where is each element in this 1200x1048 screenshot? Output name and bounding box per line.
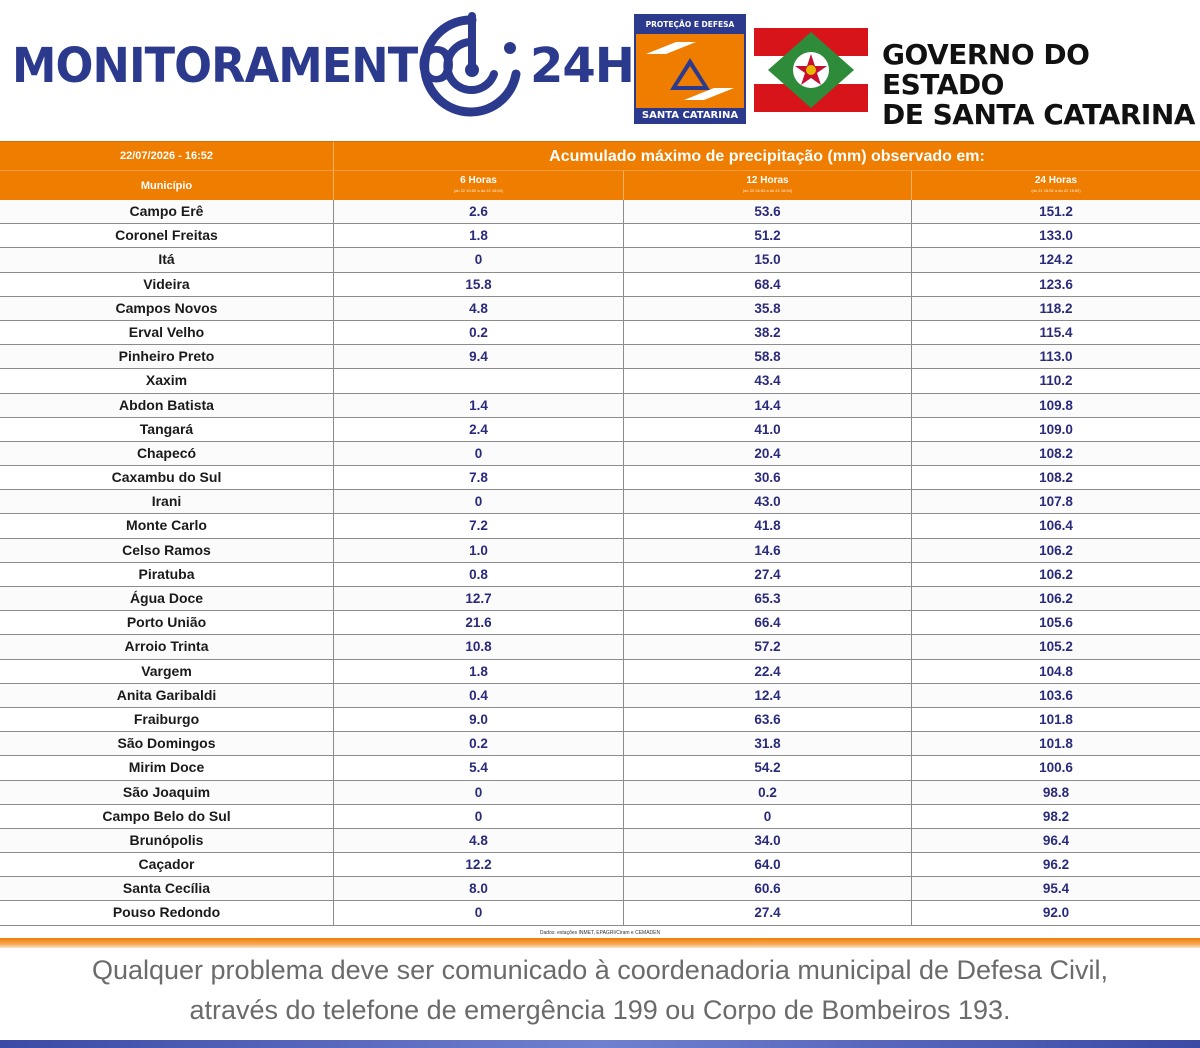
municipio-cell: Arroio Trinta: [0, 635, 334, 658]
table-row: [0, 708, 1200, 732]
value-24h-cell: 92.0: [1042, 905, 1070, 921]
table-body: [0, 200, 1200, 926]
value-24h-cell: 96.2: [1042, 857, 1070, 873]
value-24h-cell: 115.4: [1039, 324, 1073, 340]
municipio-cell: Campo Belo do Sul: [0, 805, 334, 828]
value-6h-cell: 7.2: [334, 514, 624, 537]
municipio-cell: Tangará: [0, 418, 334, 441]
table-row: [0, 514, 1200, 538]
value-12h-cell: 22.4: [624, 660, 912, 683]
brand-24h: 24H: [530, 38, 634, 94]
value-12h-cell: 27.4: [624, 901, 912, 924]
value-6h-cell: 4.8: [334, 829, 624, 852]
value-24h-cell: 101.8: [1039, 711, 1073, 727]
value-12h-cell: 12.4: [624, 684, 912, 707]
header: [0, 0, 1200, 140]
municipio-cell: Xaxim: [0, 369, 334, 392]
defesa-civil-emblem: [636, 34, 744, 108]
value-24h-cell: 96.4: [1042, 832, 1070, 848]
column-6h-label: 6 Horas: [460, 175, 497, 186]
value-12h-cell: 20.4: [624, 442, 912, 465]
value-6h-cell: 5.4: [334, 756, 624, 779]
municipio-cell: Campo Erê: [0, 200, 334, 223]
value-24h-cell: 109.8: [1039, 397, 1073, 413]
value-12h-cell: 38.2: [624, 321, 912, 344]
defesa-civil-top-label: PROTEÇÃO E DEFESA: [645, 20, 735, 29]
value-6h-cell: 0: [334, 781, 624, 804]
precipitation-table: [0, 141, 1200, 926]
municipio-cell: Brunópolis: [0, 829, 334, 852]
table-row: [0, 853, 1200, 877]
table-row: [0, 248, 1200, 272]
municipio-cell: Chapecó: [0, 442, 334, 465]
column-24h-range: (do 21 16:52 a do 22 16:52): [1031, 188, 1081, 193]
data-source-note: Dados: estações INMET, EPAGRI/Ciram e CEMADEN: [539, 930, 661, 936]
value-12h-cell: 63.6: [624, 708, 912, 731]
value-12h-cell: 30.6: [624, 466, 912, 489]
value-24h-cell: 100.6: [1039, 760, 1073, 776]
municipio-cell: Erval Velho: [0, 321, 334, 344]
table-row: [0, 224, 1200, 248]
government-line-2: DE SANTA CATARINA: [882, 98, 1195, 131]
column-header-municipio: Município: [0, 171, 334, 200]
municipio-cell: Coronel Freitas: [0, 224, 334, 247]
value-6h-cell: 9.4: [334, 345, 624, 368]
table-row: [0, 781, 1200, 805]
value-12h-cell: 64.0: [624, 853, 912, 876]
table-row: [0, 442, 1200, 466]
table-row: [0, 418, 1200, 442]
municipio-cell: Irani: [0, 490, 334, 513]
municipio-cell: São Domingos: [0, 732, 334, 755]
table-row: [0, 490, 1200, 514]
municipio-cell: Monte Carlo: [0, 514, 334, 537]
column-12h-label: 12 Horas: [746, 175, 789, 186]
defesa-civil-bottom-label: SANTA CATARINA: [641, 110, 739, 121]
table-row: [0, 394, 1200, 418]
value-24h-cell: 106.2: [1039, 566, 1073, 582]
value-24h-cell: 104.8: [1039, 663, 1073, 679]
value-6h-cell: 10.8: [334, 635, 624, 658]
table-row: [0, 563, 1200, 587]
value-24h-cell: 109.0: [1039, 421, 1073, 437]
footer-line-1: Qualquer problema deve ser comunicado à coordenadoria municipal de Defesa Civil,: [91, 955, 1109, 985]
value-12h-cell: 0.2: [624, 781, 912, 804]
value-6h-cell: 2.6: [334, 200, 624, 223]
municipio-cell: Água Doce: [0, 587, 334, 610]
municipio-cell: Celso Ramos: [0, 539, 334, 562]
value-6h-cell: 4.8: [334, 297, 624, 320]
orange-divider: [0, 938, 1200, 948]
value-6h-cell: 0: [334, 805, 624, 828]
table-row: [0, 805, 1200, 829]
table-row: [0, 756, 1200, 780]
column-24h-label: 24 Horas: [1034, 175, 1078, 186]
value-6h-cell: [334, 369, 624, 392]
table-row: [0, 466, 1200, 490]
value-12h-cell: 68.4: [624, 273, 912, 296]
value-12h-cell: 35.8: [624, 297, 912, 320]
value-24h-cell: 103.6: [1039, 687, 1073, 703]
value-24h-cell: 107.8: [1039, 494, 1073, 510]
value-24h-cell: 105.6: [1039, 615, 1073, 631]
value-24h-cell: 113.0: [1039, 349, 1073, 365]
value-12h-cell: 34.0: [624, 829, 912, 852]
table-row: [0, 321, 1200, 345]
value-12h-cell: 66.4: [624, 611, 912, 634]
value-6h-cell: 21.6: [334, 611, 624, 634]
value-6h-cell: 1.8: [334, 660, 624, 683]
municipio-cell: Porto União: [0, 611, 334, 634]
municipio-cell: Santa Cecília: [0, 877, 334, 900]
value-6h-cell: 8.0: [334, 877, 624, 900]
value-24h-cell: 118.2: [1039, 300, 1073, 316]
brand-monitoramento: MONITORAMENTO: [12, 38, 455, 94]
value-12h-cell: 60.6: [624, 877, 912, 900]
value-24h-cell: 124.2: [1039, 252, 1073, 268]
value-6h-cell: 1.8: [334, 224, 624, 247]
value-12h-cell: 14.4: [624, 394, 912, 417]
value-12h-cell: 41.8: [624, 514, 912, 537]
santa-catarina-flag-icon: [754, 28, 868, 112]
value-12h-cell: 0: [624, 805, 912, 828]
municipio-cell: Abdon Batista: [0, 394, 334, 417]
value-24h-cell: 98.2: [1042, 808, 1070, 824]
value-24h-cell: 106.4: [1039, 518, 1073, 534]
value-12h-cell: 54.2: [624, 756, 912, 779]
column-header-12h: [624, 171, 912, 200]
municipio-cell: Piratuba: [0, 563, 334, 586]
value-6h-cell: 9.0: [334, 708, 624, 731]
defesa-civil-logo: [634, 14, 746, 124]
government-line-1: GOVERNO DO ESTADO: [882, 38, 1090, 101]
municipio-cell: Pouso Redondo: [0, 901, 334, 924]
column-6h-range: (do 22 10:52 a do 22 16:52): [453, 188, 504, 193]
value-6h-cell: 0.2: [334, 732, 624, 755]
value-24h-cell: 105.2: [1039, 639, 1073, 655]
table-row: [0, 901, 1200, 925]
bottom-divider: [0, 1040, 1200, 1048]
value-24h-cell: 106.2: [1039, 542, 1073, 558]
value-24h-cell: 108.2: [1039, 470, 1073, 486]
value-6h-cell: 0: [334, 442, 624, 465]
value-6h-cell: 15.8: [334, 273, 624, 296]
municipio-cell: Caçador: [0, 853, 334, 876]
value-24h-cell: 151.2: [1039, 204, 1073, 219]
value-6h-cell: 0: [334, 901, 624, 924]
value-12h-cell: 57.2: [624, 635, 912, 658]
municipio-cell: Campos Novos: [0, 297, 334, 320]
value-6h-cell: 0.2: [334, 321, 624, 344]
government-title: [882, 40, 1200, 130]
municipio-cell: São Joaquim: [0, 781, 334, 804]
value-6h-cell: 1.4: [334, 394, 624, 417]
value-6h-cell: 1.0: [334, 539, 624, 562]
value-24h-cell: 108.2: [1039, 445, 1073, 461]
municipio-cell: Mirim Doce: [0, 756, 334, 779]
value-24h-cell: 106.2: [1039, 591, 1073, 606]
value-12h-cell: 58.8: [624, 345, 912, 368]
table-title: Acumulado máximo de precipitação (mm) observado em:: [549, 148, 985, 165]
value-24h-cell: 110.2: [1039, 373, 1073, 389]
value-12h-cell: 15.0: [624, 248, 912, 271]
table-row: [0, 611, 1200, 635]
table-row: [0, 369, 1200, 393]
column-12h-range: (do 22 04:52 a do 22 16:52): [742, 188, 793, 193]
value-6h-cell: 0.4: [334, 684, 624, 707]
table-row: [0, 297, 1200, 321]
timestamp: 22/07/2026 - 16:52: [0, 142, 334, 170]
table-row: [0, 635, 1200, 659]
value-6h-cell: 0.8: [334, 563, 624, 586]
municipio-cell: Fraiburgo: [0, 708, 334, 731]
table-row: [0, 200, 1200, 224]
value-12h-cell: 41.0: [624, 418, 912, 441]
table-header-row: [0, 170, 1200, 200]
value-6h-cell: 2.4: [334, 418, 624, 441]
municipio-cell: Videira: [0, 273, 334, 296]
table-row: [0, 539, 1200, 563]
value-6h-cell: 7.8: [334, 466, 624, 489]
municipio-cell: Pinheiro Preto: [0, 345, 334, 368]
value-12h-cell: 65.3: [624, 587, 912, 610]
table-row: [0, 273, 1200, 297]
value-6h-cell: 12.2: [334, 853, 624, 876]
table-title-row: [0, 141, 1200, 170]
value-12h-cell: 27.4: [624, 563, 912, 586]
footer-line-2: através do telefone de emergência 199 ou Corpo de Bombeiros 193.: [189, 995, 1011, 1025]
value-6h-cell: 12.7: [334, 587, 624, 610]
value-12h-cell: 53.6: [624, 200, 912, 223]
table-row: [0, 660, 1200, 684]
value-24h-cell: 98.8: [1042, 784, 1070, 800]
value-12h-cell: 43.0: [624, 490, 912, 513]
value-12h-cell: 31.8: [624, 732, 912, 755]
footer-notice: [0, 950, 1200, 1040]
table-row: [0, 345, 1200, 369]
value-12h-cell: 43.4: [624, 369, 912, 392]
municipio-cell: Anita Garibaldi: [0, 684, 334, 707]
table-row: [0, 829, 1200, 853]
column-header-6h: [334, 171, 624, 200]
value-24h-cell: 133.0: [1039, 228, 1073, 244]
value-24h-cell: 101.8: [1039, 736, 1073, 752]
value-6h-cell: 0: [334, 248, 624, 271]
table-row: [0, 684, 1200, 708]
municipio-cell: Vargem: [0, 660, 334, 683]
table-row: [0, 877, 1200, 901]
value-24h-cell: 95.4: [1042, 881, 1070, 897]
value-24h-cell: 123.6: [1039, 276, 1073, 292]
value-12h-cell: 14.6: [624, 539, 912, 562]
municipio-cell: Itá: [0, 248, 334, 271]
table-row: [0, 732, 1200, 756]
column-header-24h: [912, 171, 1200, 200]
municipio-cell: Caxambu do Sul: [0, 466, 334, 489]
value-12h-cell: 51.2: [624, 224, 912, 247]
table-row: [0, 587, 1200, 611]
value-6h-cell: 0: [334, 490, 624, 513]
radar-icon: [420, 12, 524, 124]
